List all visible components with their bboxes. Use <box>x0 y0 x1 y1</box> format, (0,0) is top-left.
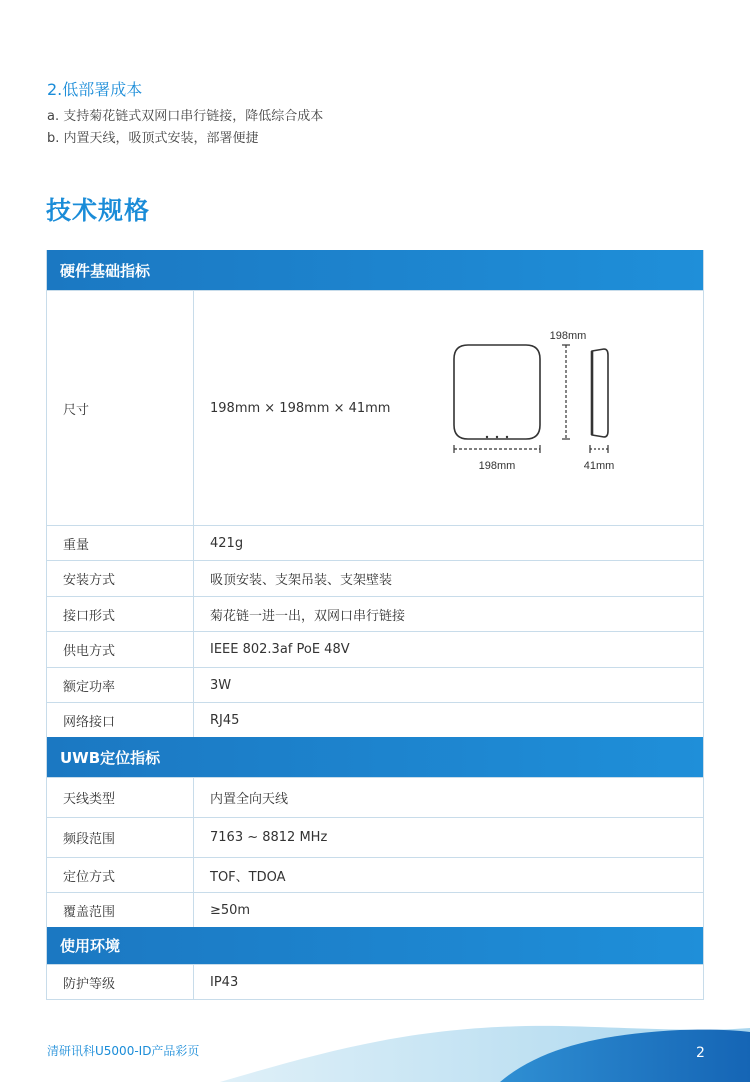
page-number: 2 <box>696 1045 705 1061</box>
row-value: 3W <box>210 677 232 693</box>
indicator-dot <box>506 436 508 438</box>
group-header-hardware: 硬件基础指标 <box>47 250 703 290</box>
row-key: 频段范围 <box>47 818 194 857</box>
row-key: 网络接口 <box>47 703 194 737</box>
table-row <box>47 596 703 631</box>
row-key: 防护等级 <box>47 965 194 999</box>
table-row <box>47 857 703 892</box>
row-value: 吸顶安装、支架吊装、支架壁装 <box>210 573 393 588</box>
row-key: 供电方式 <box>47 632 194 667</box>
row-key: 覆盖范围 <box>47 893 194 927</box>
row-key: 重量 <box>47 526 194 560</box>
table-row <box>47 817 703 857</box>
width-label: 198mm <box>478 460 516 472</box>
row-value: TOF、TDOA <box>210 869 286 885</box>
group-header-environment: 使用环境 <box>47 927 703 964</box>
table-row <box>47 525 703 560</box>
row-value: ≥50m <box>210 902 251 918</box>
table-row <box>47 702 703 737</box>
height-label: 198mm <box>549 330 587 342</box>
table-row <box>47 560 703 596</box>
table-row <box>47 964 703 999</box>
device-side-outline <box>592 349 608 437</box>
section-title: 技术规格 <box>46 196 151 225</box>
row-key: 天线类型 <box>47 778 194 817</box>
group-header-uwb: UWB定位指标 <box>47 737 703 777</box>
table-row <box>47 667 703 702</box>
row-value: 198mm × 198mm × 41mm <box>210 400 391 416</box>
depth-label: 41mm <box>583 460 615 472</box>
row-value: IEEE 802.3af PoE 48V <box>210 642 350 657</box>
row-key: 接口形式 <box>47 597 194 631</box>
feature-line-b: b. 内置天线，吸顶式安装，部署便捷 <box>47 131 259 146</box>
row-value: 菊花链一进一出，双网口串行链接 <box>210 608 406 624</box>
row-key: 定位方式 <box>47 858 194 892</box>
table-row <box>47 631 703 667</box>
subsection-heading: 2.低部署成本 <box>47 80 143 99</box>
row-value: 421g <box>210 535 244 551</box>
dimension-diagram <box>444 321 634 481</box>
row-key: 尺寸 <box>47 291 194 525</box>
table-row <box>47 892 703 927</box>
indicator-dot <box>486 436 488 438</box>
table-row <box>47 290 703 525</box>
device-front-outline <box>454 345 540 439</box>
row-value: 7163 ~ 8812 MHz <box>210 830 328 845</box>
row-key: 安装方式 <box>47 561 194 596</box>
footer-brand: 清研讯科U5000-ID产品彩页 <box>47 1044 200 1058</box>
indicator-dot <box>496 436 498 438</box>
row-value-cell <box>194 291 703 525</box>
row-value: RJ45 <box>210 712 240 728</box>
table-row <box>47 777 703 817</box>
feature-line-a: a. 支持菊花链式双网口串行链接，降低综合成本 <box>47 109 324 124</box>
row-value: 内置全向天线 <box>210 792 289 807</box>
row-value: IP43 <box>210 974 239 990</box>
spec-table <box>46 250 704 1000</box>
row-key: 额定功率 <box>47 668 194 702</box>
